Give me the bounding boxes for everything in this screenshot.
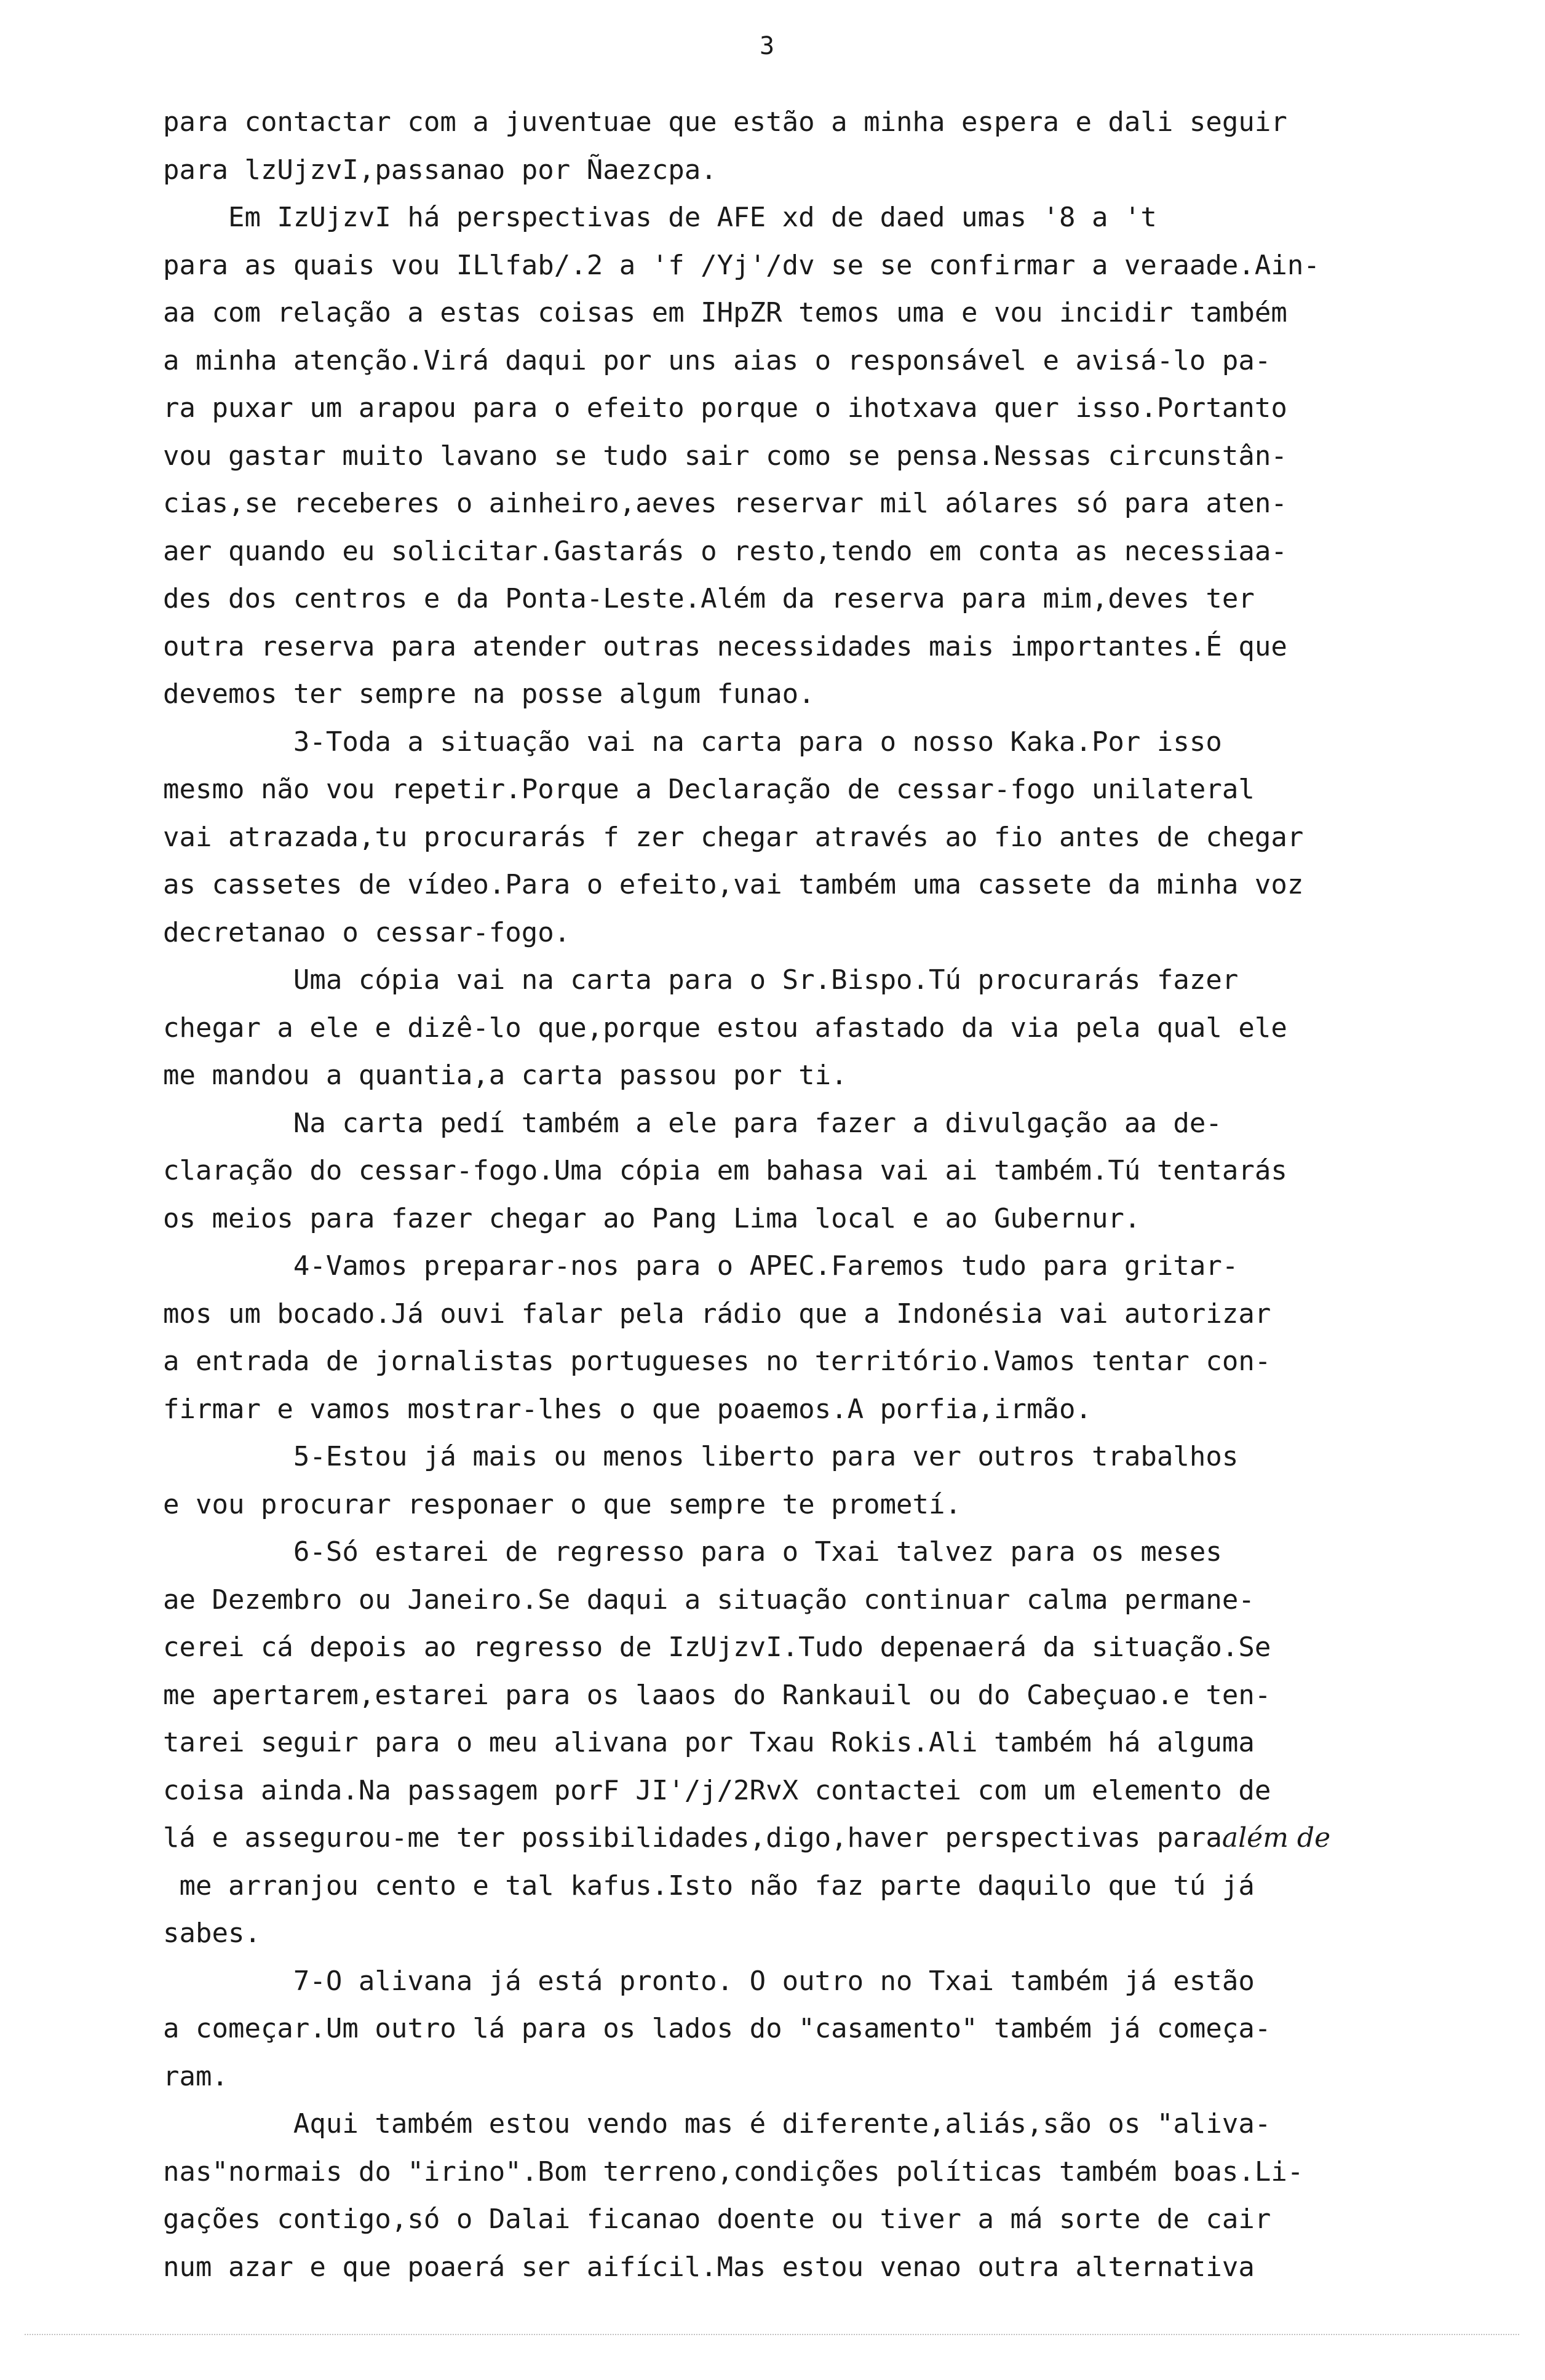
- text-line: a entrada de jornalistas portugueses no território.Vamos tentar con-: [163, 1346, 1271, 1377]
- text-line: para lzUjzvI,passanao por Ñaezcpa.: [163, 154, 717, 186]
- text-line: lá e assegurou-me ter possibilidades,digo,haver perspectivas para: [163, 1822, 1222, 1854]
- text-line: claração do cessar-fogo.Uma cópia em bahasa vai ai também.Tú tentarás: [163, 1155, 1287, 1186]
- text-line: aer quando eu solicitar.Gastarás o resto,tendo em conta as necessiaa-: [163, 535, 1287, 567]
- text-line: a minha atenção.Virá daqui por uns aias o responsável e avisá-lo pa-: [163, 344, 1271, 376]
- scan-edge-mark: [25, 2334, 1519, 2339]
- text-line: me arranjou cento e tal kafus.Isto não faz parte daquilo que tú já: [163, 1870, 1255, 1902]
- text-line: mesmo não vou repetir.Porque a Declaração de cessar-fogo unilateral: [163, 774, 1255, 805]
- text-line: 3-Toda a situação vai na carta para o nosso Kaka.Por isso: [163, 726, 1222, 758]
- text-line: Aqui também estou vendo mas é diferente,aliás,são os "aliva-: [163, 2108, 1271, 2140]
- text-line: vai atrazada,tu procurarás f zer chegar através ao fio antes de chegar: [163, 821, 1304, 853]
- text-line: 7-O alivana já está pronto. O outro no Txai também já estão: [163, 1965, 1255, 1997]
- page-number: 3: [760, 32, 775, 60]
- text-line: tarei seguir para o meu alivana por Txau Rokis.Ali também há alguma: [163, 1727, 1255, 1758]
- text-line: vou gastar muito lavano se tudo sair como se pensa.Nessas circunstân-: [163, 440, 1287, 472]
- text-line: gações contigo,só o Dalai ficanao doente ou tiver a má sorte de cair: [163, 2203, 1271, 2235]
- text-line: devemos ter sempre na posse algum funao.: [163, 678, 815, 710]
- text-line: ra puxar um arapou para o efeito porque o ihotxava quer isso.Portanto: [163, 392, 1287, 424]
- text-line: aa com relação a estas coisas em IHpZR temos uma e vou incidir também: [163, 297, 1287, 328]
- text-line: 4-Vamos preparar-nos para o APEC.Faremos tudo para gritar-: [163, 1250, 1239, 1282]
- text-line: 5-Estou já mais ou menos liberto para ver outros trabalhos: [163, 1441, 1239, 1472]
- text-line: para contactar com a juventuae que estão a minha espera e dali seguir: [163, 106, 1287, 138]
- text-line: outra reserva para atender outras necessidades mais importantes.É que: [163, 630, 1287, 662]
- text-line: Uma cópia vai na carta para o Sr.Bispo.Tú procurarás fazer: [163, 964, 1239, 996]
- text-line-with-note: [163, 1814, 1473, 1862]
- text-line: decretanao o cessar-fogo.: [163, 916, 571, 948]
- text-line: me apertarem,estarei para os laaos do Rankauil ou do Cabeçuao.e ten-: [163, 1679, 1271, 1711]
- text-line: 6-Só estarei de regresso para o Txai talvez para os meses: [163, 1536, 1222, 1568]
- text-line: ae Dezembro ou Janeiro.Se daqui a situação continuar calma permane-: [163, 1584, 1255, 1616]
- text-line: cias,se receberes o ainheiro,aeves reservar mil aólares só para aten-: [163, 488, 1287, 519]
- text-line: me mandou a quantia,a carta passou por ti.: [163, 1060, 848, 1091]
- text-line: chegar a ele e dizê-lo que,porque estou afastado da via pela qual ele: [163, 1012, 1287, 1044]
- text-line: mos um bocado.Já ouvi falar pela rádio que a Indonésia vai autorizar: [163, 1298, 1271, 1330]
- handwritten-note: além de: [1221, 1822, 1331, 1854]
- text-line: nas"normais do "irino".Bom terreno,condições políticas também boas.Li-: [163, 2156, 1304, 2188]
- text-line: ram.: [163, 2060, 228, 2092]
- text-line: Na carta pedí também a ele para fazer a divulgação aa de-: [163, 1107, 1222, 1139]
- text-line: cerei cá depois ao regresso de IzUjzvI.Tudo depenaerá da situação.Se: [163, 1632, 1271, 1663]
- text-line: coisa ainda.Na passagem porF JI'/j/2RvX contactei com um elemento de: [163, 1774, 1271, 1806]
- text-line: a começar.Um outro lá para os lados do "casamento" também já começa-: [163, 2013, 1271, 2044]
- text-line: num azar e que poaerá ser aifícil.Mas estou venao outra alternativa: [163, 2251, 1255, 2283]
- text-line: Em IzUjzvI há perspectivas de AFE xd de daed umas '8 a 't: [163, 202, 1157, 233]
- text-line: firmar e vamos mostrar-lhes o que poaemos.A porfia,irmão.: [163, 1393, 1092, 1425]
- text-line: para as quais vou ILlfab/.2 a 'f /Yj'/dv se se confirmar a veraade.Ain-: [163, 249, 1320, 281]
- text-line: os meios para fazer chegar ao Pang Lima local e ao Gubernur.: [163, 1202, 1141, 1234]
- text-line: des dos centros e da Ponta-Leste.Além da reserva para mim,deves ter: [163, 583, 1255, 614]
- text-line: as cassetes de vídeo.Para o efeito,vai também uma cassete da minha voz: [163, 869, 1304, 900]
- typewritten-letter-body: [163, 98, 1473, 2291]
- text-line: e vou procurar responaer o que sempre te prometí.: [163, 1488, 962, 1520]
- text-line: sabes.: [163, 1918, 261, 1949]
